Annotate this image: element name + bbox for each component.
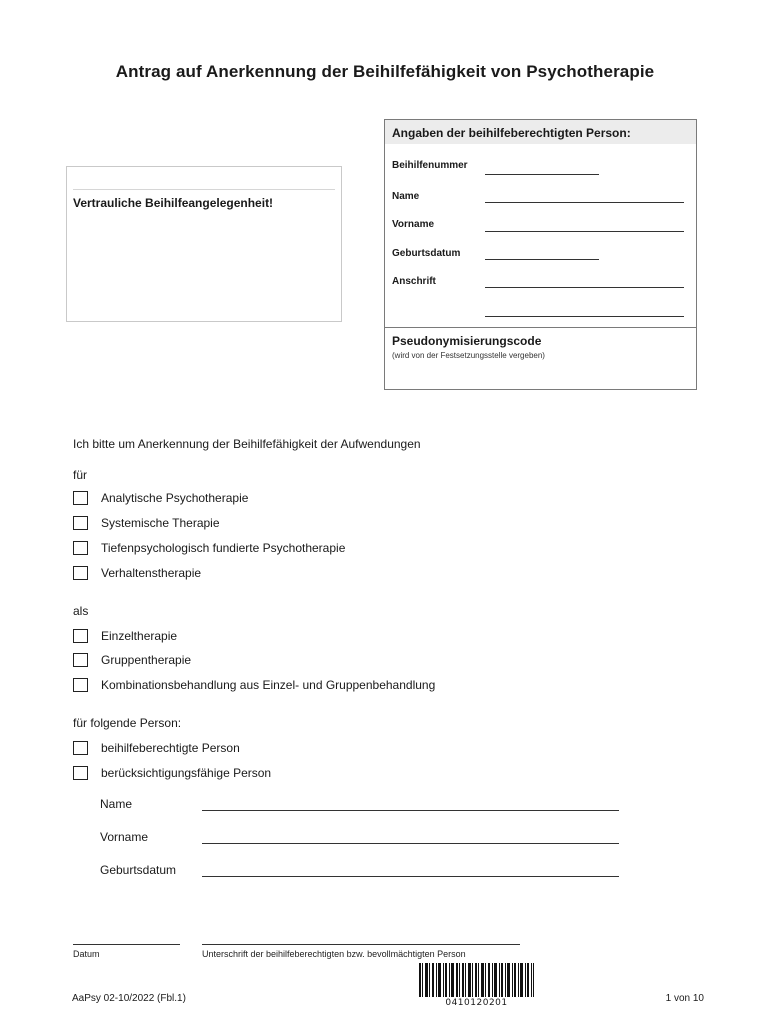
checkbox[interactable]	[73, 653, 88, 667]
anschrift-field-1[interactable]	[485, 287, 684, 288]
checkbox[interactable]	[73, 629, 88, 643]
address-window	[66, 166, 342, 322]
fuer-label: für	[73, 468, 88, 482]
checkbox-label: Systemische Therapie	[101, 516, 220, 530]
signature-label: Unterschrift der beihilfeberechtigten bzw. bevollmächtigten Person	[202, 949, 466, 959]
form-id: AaPsy 02-10/2022 (Fbl.1)	[72, 993, 186, 1004]
name-label: Name	[392, 191, 420, 202]
checkbox-row-gruppentherapie[interactable]	[73, 652, 191, 668]
checkbox-row-beruecksichtigungsfaehig[interactable]	[73, 765, 271, 781]
checkbox-label: Gruppentherapie	[101, 653, 192, 667]
checkbox-label: beihilfeberechtigte Person	[101, 741, 240, 755]
checkbox[interactable]	[73, 678, 88, 692]
beihilfenummer-label: Beihilfenummer	[392, 160, 468, 171]
signature-field[interactable]	[202, 944, 520, 945]
page-title: Antrag auf Anerkennung der Beihilfefähigkeit von Psychotherapie	[115, 62, 655, 81]
checkbox-label: Analytische Psychotherapie	[101, 491, 249, 505]
name-field[interactable]	[485, 202, 684, 203]
confidential-notice: Vertrauliche Beihilfeangelegenheit!	[73, 196, 274, 210]
beihilfenummer-field[interactable]	[485, 174, 599, 175]
date-field[interactable]	[73, 944, 180, 945]
vorname-field[interactable]	[485, 231, 684, 232]
vorname-label: Vorname	[392, 219, 435, 230]
geburtsdatum-field[interactable]	[485, 259, 599, 260]
person-vorname-field[interactable]	[202, 843, 619, 844]
window-rule	[73, 189, 335, 190]
checkbox-row-verhaltenstherapie[interactable]	[73, 565, 201, 581]
checkbox-row-tiefenpsychologisch[interactable]	[73, 540, 345, 556]
checkbox-label: Kombinationsbehandlung aus Einzel- und Gruppenbehandlung	[101, 678, 436, 692]
checkbox-row-kombination[interactable]	[73, 677, 435, 693]
beneficiary-info-box	[384, 119, 697, 390]
barcode-number: 0410120201	[445, 998, 508, 1008]
person-geburtsdatum-field[interactable]	[202, 876, 619, 877]
checkbox-label: Verhaltenstherapie	[101, 566, 202, 580]
page-number: 1 von 10	[665, 993, 704, 1004]
anschrift-field-2[interactable]	[485, 316, 684, 317]
date-label: Datum	[73, 949, 100, 959]
checkbox[interactable]	[73, 566, 88, 580]
checkbox-label: berücksichtigungsfähige Person	[101, 766, 272, 780]
barcode	[419, 963, 534, 997]
checkbox-row-systemisch[interactable]	[73, 515, 220, 531]
pseudonym-note: (wird von der Festsetzungsstelle vergeben)	[392, 351, 545, 360]
checkbox[interactable]	[73, 491, 88, 505]
checkbox-label: Einzeltherapie	[101, 629, 178, 643]
person-geburtsdatum-label: Geburtsdatum	[100, 863, 177, 877]
checkbox[interactable]	[73, 741, 88, 755]
checkbox-row-beihilfeberechtigt[interactable]	[73, 740, 240, 756]
checkbox-row-einzeltherapie[interactable]	[73, 628, 177, 644]
intro-text: Ich bitte um Anerkennung der Beihilfefähigkeit der Aufwendungen	[73, 437, 421, 451]
checkbox[interactable]	[73, 541, 88, 555]
checkbox[interactable]	[73, 766, 88, 780]
person-name-label: Name	[100, 797, 133, 811]
person-vorname-label: Vorname	[100, 830, 149, 844]
pseudonym-title: Pseudonymisierungscode	[392, 334, 542, 348]
als-label: als	[73, 604, 89, 618]
checkbox[interactable]	[73, 516, 88, 530]
info-box-divider	[385, 327, 696, 328]
checkbox-row-analytisch[interactable]	[73, 490, 248, 506]
person-name-field[interactable]	[202, 810, 619, 811]
anschrift-label: Anschrift	[392, 276, 436, 287]
checkbox-label: Tiefenpsychologisch fundierte Psychotherapie	[101, 541, 346, 555]
geburtsdatum-label: Geburtsdatum	[392, 248, 461, 259]
person-section-label: für folgende Person:	[73, 716, 182, 730]
info-box-heading: Angaben der beihilfeberechtigten Person:	[385, 120, 696, 144]
